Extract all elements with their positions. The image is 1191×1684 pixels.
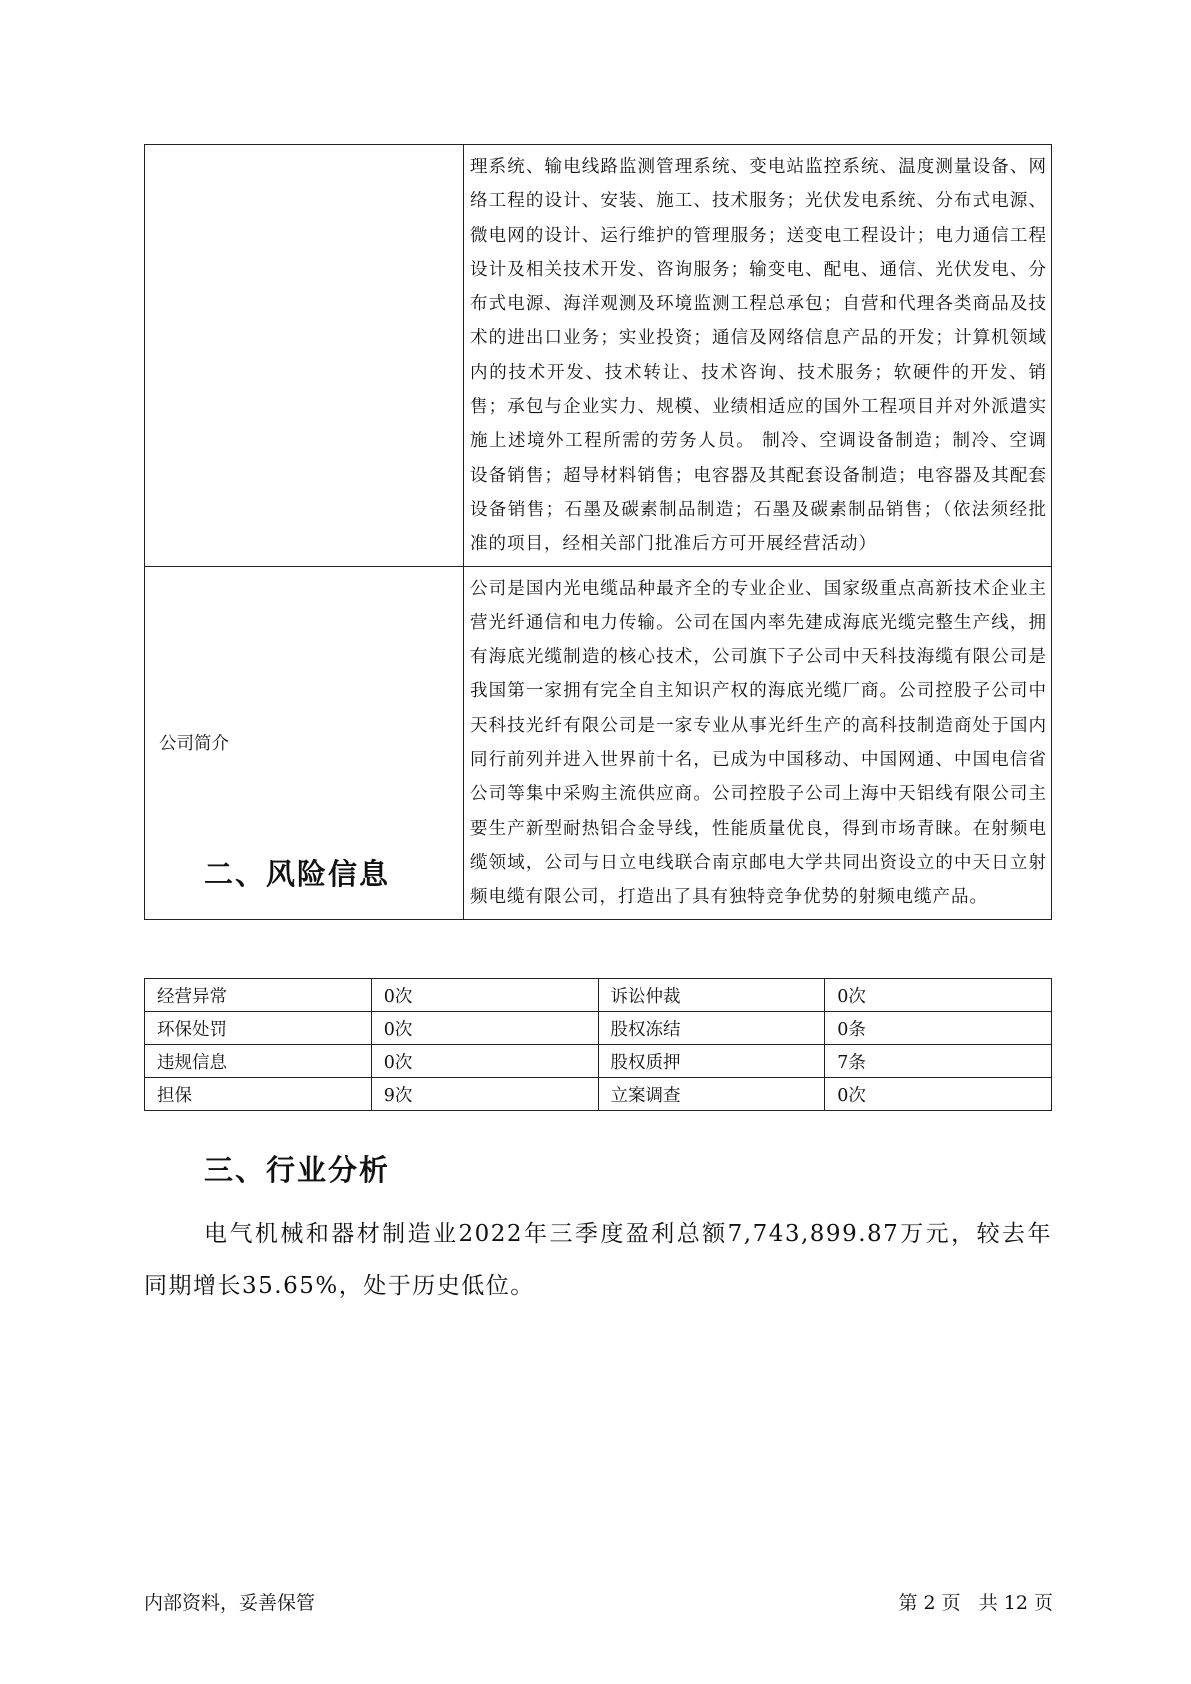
business-scope-row	[145, 145, 1052, 567]
risk-label: 担保	[145, 1078, 372, 1111]
risk-info-heading: 二、风险信息	[204, 857, 391, 891]
business-scope-cell	[464, 145, 1052, 567]
footer-page-number: 第 2 页 共 12 页	[898, 1592, 1053, 1614]
risk-value: 7条	[825, 1045, 1052, 1078]
company-intro-label: 公司简介	[145, 566, 464, 919]
risk-info-table	[144, 978, 1052, 1111]
company-intro-cell	[464, 566, 1052, 919]
risk-row	[145, 1045, 1052, 1078]
industry-analysis-paragraph: 电气机械和器材制造业2022年三季度盈利总额7,743,899.87万元，较去年同期增长35.65%，处于历史低位。	[144, 1221, 1052, 1299]
risk-row	[145, 1012, 1052, 1045]
business-scope-label-cell	[145, 145, 464, 567]
company-info-table	[144, 144, 1052, 920]
risk-label: 环保处罚	[145, 1012, 372, 1045]
risk-value: 0次	[371, 1012, 598, 1045]
risk-label: 违规信息	[145, 1045, 372, 1078]
business-scope-text: 理系统、输电线路监测管理系统、变电站监控系统、温度测量设备、网络工程的设计、安装、施工、技术服务；光伏发电系统、分布式电源、微电网的设计、运行维护的管理服务；送变电工程设计；电力通信工程设计及相关技术开发、咨询服务；输变电、配电、通信、光伏发电、分布式电源、海洋观测及环境监测工程总承包；自营和代理各类商品及技术的进出口业务；实业投资；通信及网络信息产品的开发；计算机领域内的技术开发、技术转让、技术咨询、技术服务；软硬件的开发、销售；承包与企业实力、规模、业绩相适应的国外工程项目并对外派遣实施上述境外工程所需的劳务人员。 制冷、空调设备制造；制冷、空调设备销售；超导材料销售；电容器及其配套设备制造；电容器及其配套设备销售；石墨及碳素制品制造；石墨及碳素制品销售；（依法须经批准的项目，经相关部门批准后方可开展经营活动）	[470, 157, 1047, 555]
risk-value: 0次	[825, 1078, 1052, 1111]
risk-row	[145, 1078, 1052, 1111]
industry-analysis-heading: 三、行业分析	[204, 1153, 391, 1187]
risk-label: 立案调查	[598, 1078, 825, 1111]
risk-label: 经营异常	[145, 979, 372, 1012]
risk-value: 0次	[371, 1045, 598, 1078]
risk-value: 9次	[371, 1078, 598, 1111]
footer-confidential-note: 内部资料，妥善保管	[144, 1592, 316, 1614]
risk-row	[145, 979, 1052, 1012]
risk-label: 诉讼仲裁	[598, 979, 825, 1012]
company-intro-text: 公司是国内光电缆品种最齐全的专业企业、国家级重点高新技术企业主营光纤通信和电力传输。公司在国内率先建成海底光缆完整生产线，拥有海底光缆制造的核心技术，公司旗下子公司中天科技海缆有限公司是我国第一家拥有完全自主知识产权的海底光缆厂商。公司控股子公司中天科技光纤有限公司是一家专业从事光纤生产的高科技制造商处于国内同行前列并进入世界前十名，已成为中国移动、中国网通、中国电信省公司等集中采购主流供应商。公司控股子公司上海中天铝线有限公司主要生产新型耐热铝合金导线，性能质量优良，得到市场青睐。在射频电缆领域，公司与日立电线联合南京邮电大学共同出资设立的中天日立射频电缆有限公司，打造出了具有独特竞争优势的射频电缆产品。	[470, 578, 1047, 908]
risk-value: 0次	[371, 979, 598, 1012]
risk-label: 股权质押	[598, 1045, 825, 1078]
risk-value: 0条	[825, 1012, 1052, 1045]
risk-value: 0次	[825, 979, 1052, 1012]
risk-label: 股权冻结	[598, 1012, 825, 1045]
